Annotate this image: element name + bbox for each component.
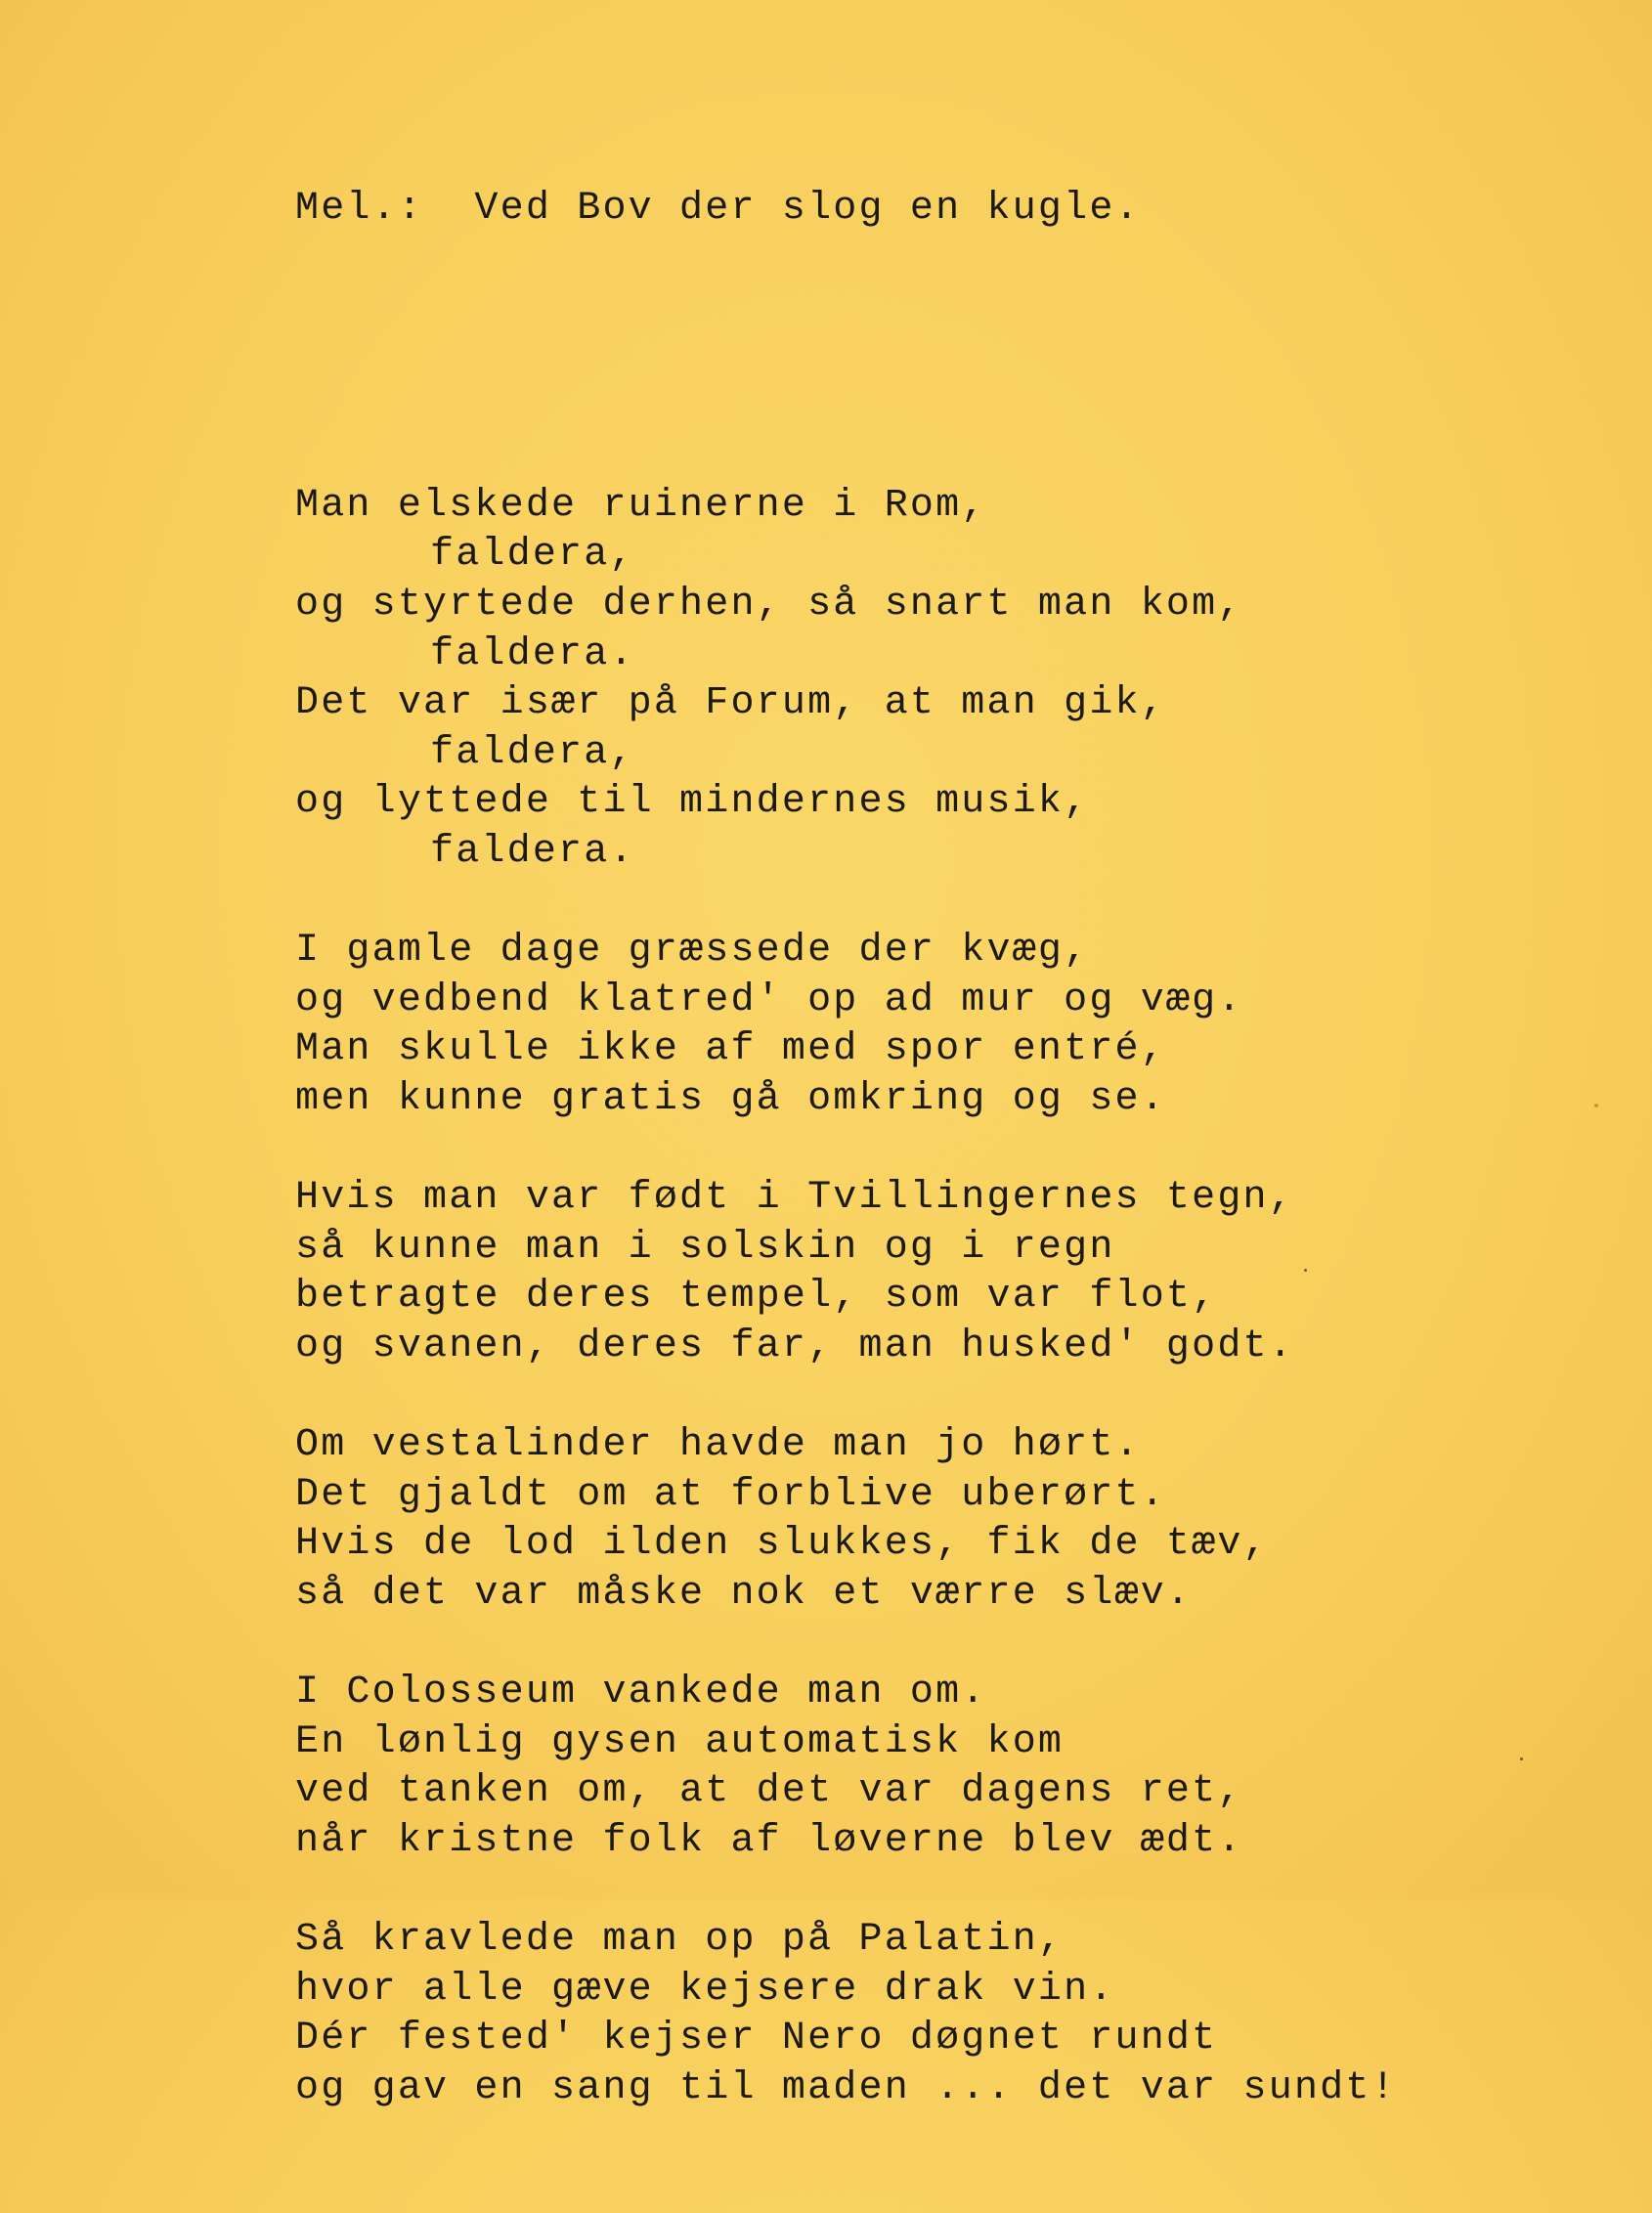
verse-line: En lønlig gysen automatisk kom [295, 1719, 1065, 1764]
verse-line: og gav en sang til maden ... det var sundt! [295, 2065, 1397, 2110]
stanza-gap [295, 1124, 1468, 1174]
stanza-2 [295, 927, 1468, 1124]
stanza-gap [295, 878, 1468, 928]
paper-speck [1520, 1757, 1523, 1760]
verse-line: Det gjaldt om at forblive uberørt. [295, 1472, 1166, 1517]
verse-line: Hvis de lod ilden slukkes, fik de tæv, [295, 1522, 1269, 1567]
refrain-line: faldera. [430, 829, 635, 874]
verse-line: I Colosseum vankede man om. [295, 1671, 987, 1714]
verse-line: Det var især på Forum, at man gik, [295, 681, 1166, 726]
verse-line: så kunne man i solskin og i regn [295, 1225, 1115, 1270]
stanza-4 [295, 1421, 1468, 1619]
verse-line: og lyttede til mindernes musik, [295, 780, 1090, 825]
stanza-gap [295, 1371, 1468, 1421]
verse-line: men kunne gratis gå omkring og se. [295, 1076, 1166, 1121]
verse-line: Hvis man var født i Tvillingernes tegn, [295, 1176, 1294, 1221]
paper-speck [1304, 1269, 1307, 1272]
verse-line: og svanen, deres far, man husked' godt. [295, 1323, 1294, 1368]
stanza-gap [295, 333, 1468, 383]
verse-line: Så kravlede man op på Palatin, [295, 1917, 1065, 1962]
refrain-line: faldera, [430, 533, 635, 578]
verse-line: betragte deres tempel, som var flot, [295, 1275, 1218, 1320]
verse-line: Dér fested' kejser Nero døgnet rundt [295, 2017, 1218, 2061]
verse-line: og vedbend klatred' op ad mur og væg. [295, 977, 1243, 1022]
poem-text [295, 86, 1468, 2213]
stanza-1 [295, 482, 1468, 878]
refrain-line: faldera, [430, 730, 635, 775]
stanza-gap [295, 1619, 1468, 1669]
verse-line: når kristne folk af løverne blev ædt. [295, 1818, 1243, 1863]
melody-line: Mel.: Ved Bov der slog en kugle. [295, 187, 1141, 232]
verse-line: så det var måske nok et værre slæv. [295, 1571, 1193, 1616]
stanza-gap [295, 1866, 1468, 1916]
verse-line: Man skulle ikke af med spor entré, [295, 1027, 1166, 1072]
verse-line: hvor alle gæve kejsere drak vin. [295, 1967, 1115, 2012]
verse-line: og styrtede derhen, så snart man kom, [295, 582, 1243, 627]
stanza-5 [295, 1669, 1468, 1866]
verse-line: ved tanken om, at det var dagens ret, [295, 1769, 1243, 1814]
verse-line: Om vestalinder havde man jo hørt. [295, 1423, 1141, 1468]
verse-line: Man elskede ruinerne i Rom, [295, 483, 987, 528]
refrain-line: faldera. [430, 631, 635, 676]
paper-speck [1594, 1104, 1598, 1107]
stanza-6 [295, 1916, 1468, 2113]
stanza-list [295, 482, 1468, 2114]
verse-line: I gamle dage græssede der kvæg, [295, 929, 1090, 974]
stanza-3 [295, 1174, 1468, 1371]
